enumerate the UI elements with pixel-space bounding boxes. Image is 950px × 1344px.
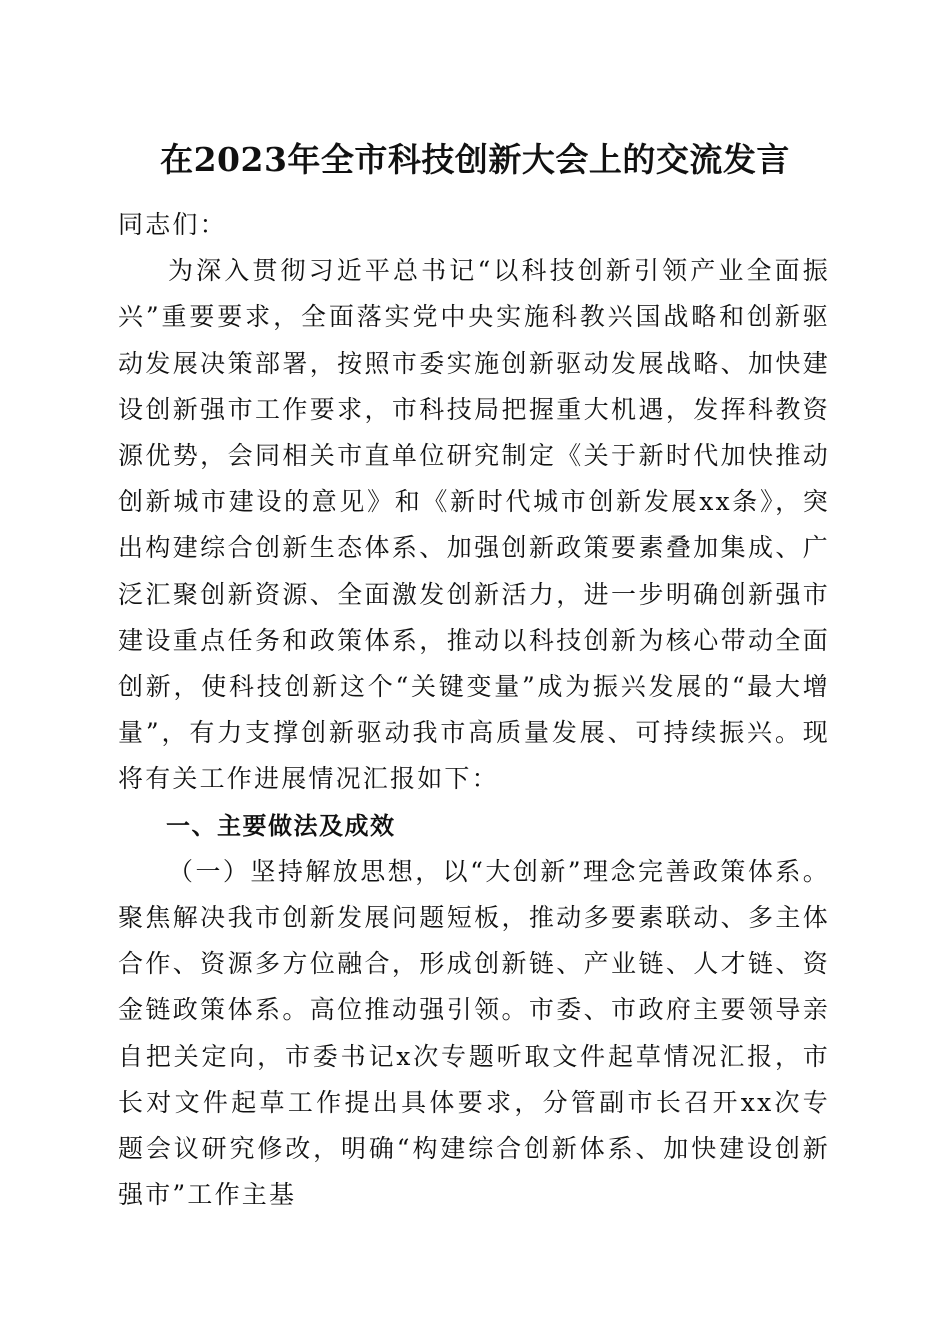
section-heading: 一、主要做法及成效 (166, 811, 396, 840)
salutation: 同志们： (118, 210, 227, 239)
document-title: 在2023年全市科技创新大会上的交流发言 (160, 140, 790, 179)
document-body (118, 202, 830, 1218)
intro-paragraph: 为深入贯彻习近平总书记“以科技创新引领产业全面振兴”重要要求，全面落实党中央实施科教兴国战略和创新驱动发展决策部署，按照市委实施创新驱动发展战略、加快建设创新强市工作要求，市科技局把握重大机遇，发挥科教资源优势，会同相关市直单位研究制定《关于新时代加快推动创新城市建设的意见》和《新时代城市创新发展xx条》，突出构建综合创新生态体系、加强创新政策要素叠加集成、广泛汇聚创新资源、全面激发创新活力，进一步明确创新强市建设重点任务和政策体系，推动以科技创新为核心带动全面创新，使科技创新这个“关键变量”成为振兴发展的“最大增量”，有力支撑创新驱动我市高质量发展、可持续振兴。现将有关工作进展情况汇报如下： (118, 256, 830, 794)
section-paragraph: （一）坚持解放思想，以“大创新”理念完善政策体系。聚焦解决我市创新发展问题短板，推动多要素联动、多主体合作、资源多方位融合，形成创新链、产业链、人才链、资金链政策体系。高位推动强引领。市委、市政府主要领导亲自把关定向，市委书记x次专题听取文件起草情况汇报，市长对文件起草工作提出具体要求，分管副市长召开xx次专题会议研究修改，明确“构建综合创新体系、加快建设创新强市”工作主基 (118, 856, 830, 1210)
